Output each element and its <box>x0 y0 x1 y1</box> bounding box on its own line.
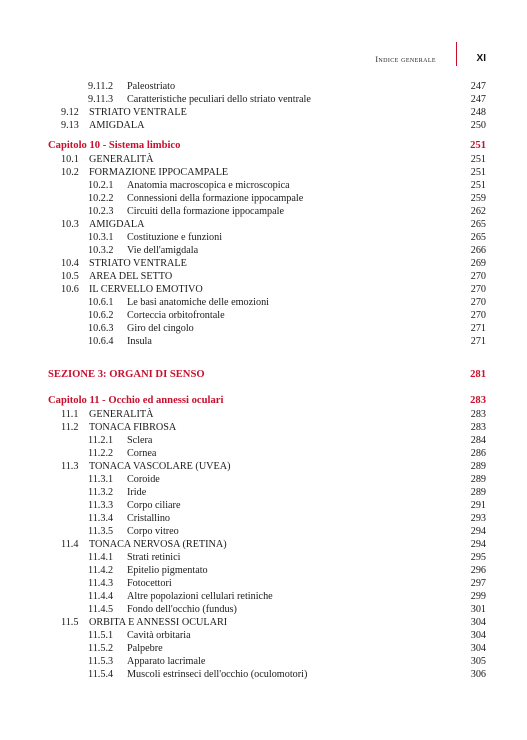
toc-title: GENERALITÀ <box>89 154 154 165</box>
page-header-title: Indice generale <box>375 55 436 64</box>
spacer <box>48 382 486 394</box>
toc-title: AMIGDALA <box>89 219 145 230</box>
toc-section[interactable] <box>48 106 486 119</box>
toc-page-number: 270 <box>470 271 486 282</box>
toc-page-number: 269 <box>470 258 486 269</box>
toc-subsection[interactable] <box>48 309 486 322</box>
toc-section[interactable] <box>48 166 486 179</box>
toc-number: 11.4.4 <box>88 591 114 602</box>
toc-number: 10.2.1 <box>88 180 114 191</box>
toc-page-number: 270 <box>470 284 486 295</box>
toc-page-number: 266 <box>470 245 486 256</box>
toc-number: 11.4.1 <box>88 552 114 563</box>
toc-page-number: 304 <box>470 643 486 654</box>
toc-page-number: 293 <box>470 513 486 524</box>
toc-number: 10.6.1 <box>88 297 114 308</box>
toc-page-number: 247 <box>470 81 486 92</box>
toc-subsection[interactable] <box>48 231 486 244</box>
toc-page-number: 283 <box>470 409 486 420</box>
toc-subsection[interactable] <box>48 473 486 486</box>
toc-page-number: 259 <box>470 193 486 204</box>
toc-subsection[interactable] <box>48 447 486 460</box>
toc-number: 10.5 <box>61 271 79 282</box>
toc-subsection[interactable] <box>48 564 486 577</box>
header-divider <box>456 42 457 66</box>
toc-chapter[interactable] <box>48 394 486 408</box>
toc-title: Anatomia macroscopica e microscopica <box>127 180 290 191</box>
toc-subsection[interactable] <box>48 205 486 218</box>
toc-title: Connessioni della formazione ippocampale <box>127 193 304 204</box>
toc-title: Cornea <box>127 448 157 459</box>
toc-number: 11.4.3 <box>88 578 114 589</box>
toc-title: Strati retinici <box>127 552 181 563</box>
toc-page-number: 297 <box>470 578 486 589</box>
toc-title: IL CERVELLO EMOTIVO <box>89 284 203 295</box>
toc-page-number: 304 <box>470 617 486 628</box>
toc-number: 11.3.1 <box>88 474 114 485</box>
spacer <box>48 132 486 139</box>
toc-subsection[interactable] <box>48 551 486 564</box>
toc-number: 10.6.2 <box>88 310 114 321</box>
toc-section[interactable] <box>48 153 486 166</box>
toc-title: Vie dell'amigdala <box>127 245 199 256</box>
toc-number: 11.5.4 <box>88 669 114 680</box>
toc-number: 9.11.2 <box>88 81 114 92</box>
toc-subsection[interactable] <box>48 590 486 603</box>
toc-number: 11.3.2 <box>88 487 114 498</box>
toc-subsection[interactable] <box>48 192 486 205</box>
toc-title: TONACA VASCOLARE (UVEA) <box>89 461 231 472</box>
toc-title: Fotocettori <box>127 578 172 589</box>
toc-subsection[interactable] <box>48 296 486 309</box>
toc-number: 11.5.1 <box>88 630 114 641</box>
toc-subsection[interactable] <box>48 434 486 447</box>
toc-section[interactable] <box>48 283 486 296</box>
toc-number: 9.13 <box>61 120 79 131</box>
toc-section[interactable] <box>48 460 486 473</box>
toc-section[interactable] <box>48 616 486 629</box>
toc-page-number: 296 <box>470 565 486 576</box>
toc-section[interactable] <box>48 538 486 551</box>
toc-title: Altre popolazioni cellulari retiniche <box>127 591 273 602</box>
table-of-contents <box>48 80 486 681</box>
toc-title: Coroide <box>127 474 160 485</box>
toc-title: Sclera <box>127 435 153 446</box>
toc-title: Palpebre <box>127 643 163 654</box>
toc-number: 11.3.5 <box>88 526 114 537</box>
toc-title: STRIATO VENTRALE <box>89 258 187 269</box>
toc-number: 11.2.1 <box>88 435 114 446</box>
toc-subsection[interactable] <box>48 629 486 642</box>
toc-subsection[interactable] <box>48 179 486 192</box>
toc-title: Muscoli estrinseci dell'occhio (oculomotori) <box>127 669 308 680</box>
toc-number: 11.5.3 <box>88 656 114 667</box>
toc-page-number: 294 <box>470 526 486 537</box>
toc-page-number: 289 <box>470 487 486 498</box>
toc-page-number: 294 <box>470 539 486 550</box>
toc-number: 10.4 <box>61 258 79 269</box>
toc-title: Apparato lacrimale <box>127 656 206 667</box>
toc-title: TONACA FIBROSA <box>89 422 177 433</box>
toc-number: 10.2 <box>61 167 79 178</box>
toc-title: Corteccia orbitofrontale <box>127 310 225 321</box>
toc-section[interactable] <box>48 119 486 132</box>
toc-section[interactable] <box>48 257 486 270</box>
toc-title: ORBITA E ANNESSI OCULARI <box>89 617 228 628</box>
toc-page-number: 283 <box>470 395 486 406</box>
toc-title: Insula <box>127 336 152 347</box>
toc-title: Corpo vitreo <box>127 526 179 537</box>
toc-subsection[interactable] <box>48 525 486 538</box>
spacer <box>48 348 486 368</box>
toc-number: 10.2.3 <box>88 206 114 217</box>
toc-title: Paleostriato <box>127 81 176 92</box>
toc-title: Iride <box>127 487 147 498</box>
toc-page-number: 295 <box>470 552 486 563</box>
toc-number: 9.12 <box>61 107 79 118</box>
toc-page-number: 248 <box>470 107 486 118</box>
toc-chapter[interactable] <box>48 139 486 153</box>
toc-subsection[interactable] <box>48 322 486 335</box>
toc-page-number: 250 <box>470 120 486 131</box>
toc-title: TONACA NERVOSA (RETINA) <box>89 539 227 550</box>
toc-number: 9.11.3 <box>88 94 114 105</box>
toc-number: 11.2 <box>61 422 79 433</box>
toc-page-number: 286 <box>470 448 486 459</box>
toc-page-number: 301 <box>470 604 486 615</box>
toc-section[interactable] <box>48 421 486 434</box>
toc-page-number: 271 <box>470 323 486 334</box>
toc-title: STRIATO VENTRALE <box>89 107 187 118</box>
toc-title: AMIGDALA <box>89 120 145 131</box>
toc-title: Corpo ciliare <box>127 500 181 511</box>
toc-number: 10.2.2 <box>88 193 114 204</box>
toc-page-number: 251 <box>470 154 486 165</box>
toc-number: 10.6 <box>61 284 79 295</box>
toc-number: 11.1 <box>61 409 79 420</box>
toc-title: SEZIONE 3: ORGANI DI SENSO <box>48 369 205 380</box>
toc-number: 11.5 <box>61 617 79 628</box>
toc-number: 11.5.2 <box>88 643 114 654</box>
toc-title: Capitolo 10 - Sistema limbico <box>48 140 181 151</box>
toc-subsection[interactable] <box>48 244 486 257</box>
toc-title: Giro del cingolo <box>127 323 194 334</box>
toc-number: 10.3 <box>61 219 79 230</box>
toc-number: 10.3.2 <box>88 245 114 256</box>
toc-page-number: 291 <box>470 500 486 511</box>
toc-page-number: 283 <box>470 422 486 433</box>
toc-section[interactable] <box>48 270 486 283</box>
toc-number: 11.4.5 <box>88 604 114 615</box>
toc-page-number: 247 <box>470 94 486 105</box>
toc-subsection[interactable] <box>48 93 486 106</box>
toc-title: Capitolo 11 - Occhio ed annessi oculari <box>48 395 224 406</box>
toc-page-number: 289 <box>470 474 486 485</box>
toc-part[interactable] <box>48 368 486 382</box>
toc-number: 11.3.3 <box>88 500 114 511</box>
toc-page-number: 305 <box>470 656 486 667</box>
toc-page-number: 289 <box>470 461 486 472</box>
toc-number: 11.3.4 <box>88 513 114 524</box>
toc-title: Circuiti della formazione ippocampale <box>127 206 284 217</box>
toc-page-number: 251 <box>470 140 486 151</box>
toc-title: FORMAZIONE IPPOCAMPALE <box>89 167 229 178</box>
toc-number: 10.3.1 <box>88 232 114 243</box>
toc-section[interactable] <box>48 408 486 421</box>
toc-section[interactable] <box>48 218 486 231</box>
toc-page-number: 299 <box>470 591 486 602</box>
toc-number: 11.3 <box>61 461 79 472</box>
toc-page-number: 304 <box>470 630 486 641</box>
toc-title: GENERALITÀ <box>89 409 154 420</box>
toc-page-number: 265 <box>470 232 486 243</box>
toc-subsection[interactable] <box>48 499 486 512</box>
toc-title: Caratteristiche peculiari dello striato ventrale <box>127 94 311 105</box>
toc-subsection[interactable] <box>48 642 486 655</box>
toc-title: Le basi anatomiche delle emozioni <box>127 297 270 308</box>
toc-page-number: 284 <box>470 435 486 446</box>
toc-title: AREA DEL SETTO <box>89 271 173 282</box>
toc-page-number: 270 <box>470 310 486 321</box>
toc-title: Fondo dell'occhio (fundus) <box>127 604 237 615</box>
toc-number: 11.2.2 <box>88 448 114 459</box>
toc-page-number: 262 <box>470 206 486 217</box>
toc-page-number: 281 <box>470 369 486 380</box>
toc-subsection[interactable] <box>48 335 486 348</box>
toc-title: Epitelio pigmentato <box>127 565 208 576</box>
toc-number: 11.4.2 <box>88 565 114 576</box>
toc-page-number: 271 <box>470 336 486 347</box>
toc-subsection[interactable] <box>48 655 486 668</box>
toc-page-number: 306 <box>470 669 486 680</box>
toc-number: 10.6.4 <box>88 336 114 347</box>
toc-subsection[interactable] <box>48 512 486 525</box>
toc-page-number: 251 <box>470 167 486 178</box>
toc-subsection[interactable] <box>48 80 486 93</box>
toc-title: Costituzione e funzioni <box>127 232 223 243</box>
toc-subsection[interactable] <box>48 577 486 590</box>
toc-page-number: 251 <box>470 180 486 191</box>
toc-title: Cristallino <box>127 513 171 524</box>
toc-page-number: 265 <box>470 219 486 230</box>
toc-subsection[interactable] <box>48 486 486 499</box>
toc-number: 11.4 <box>61 539 79 550</box>
toc-subsection[interactable] <box>48 668 486 681</box>
toc-number: 10.6.3 <box>88 323 114 334</box>
toc-subsection[interactable] <box>48 603 486 616</box>
page-number: XI <box>476 53 486 64</box>
toc-title: Cavità orbitaria <box>127 630 191 641</box>
toc-page-number: 270 <box>470 297 486 308</box>
toc-number: 10.1 <box>61 154 79 165</box>
